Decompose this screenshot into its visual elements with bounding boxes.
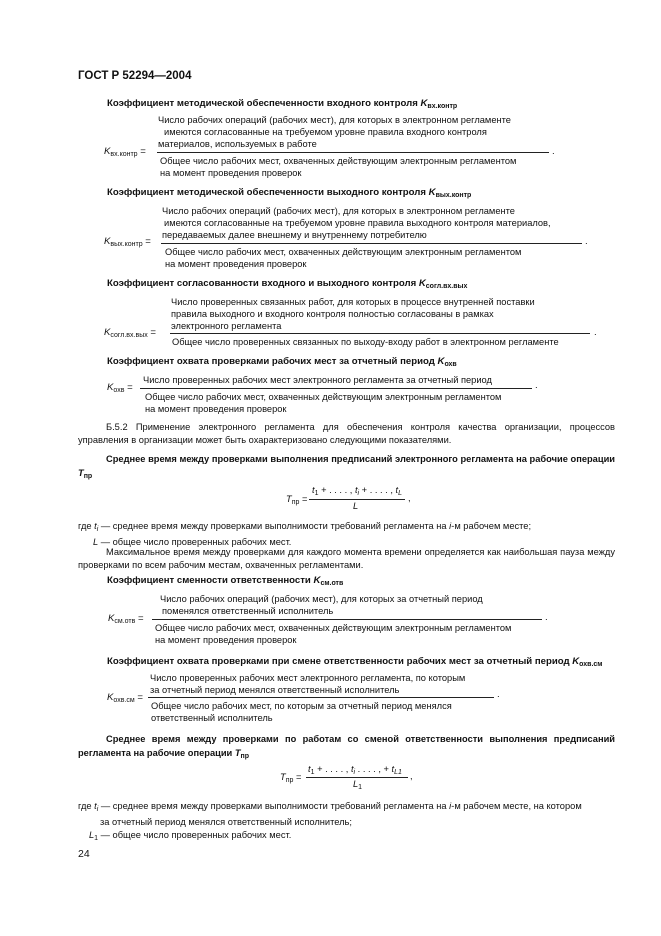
formula-tpr-1-denominator bbox=[353, 501, 358, 511]
k-ohv-denominator bbox=[145, 391, 501, 415]
comma: , bbox=[410, 771, 413, 781]
where-text: — общее число проверенных рабочих мест. bbox=[98, 537, 292, 547]
den-line: Общее число проверенных связанных по выходу-входу работ в электронном регламенте bbox=[172, 337, 559, 347]
formula-tpr-2-lhs: $T_{пр}$ = bbox=[280, 772, 302, 784]
symbol: T bbox=[78, 468, 84, 478]
formula-tpr-2-denominator bbox=[353, 779, 362, 791]
k-vh-numerator bbox=[158, 114, 511, 150]
symbol-sub: см.отв bbox=[320, 580, 344, 587]
symbol: K bbox=[104, 327, 111, 338]
symbol: L bbox=[89, 830, 95, 840]
symbol: T bbox=[234, 748, 241, 758]
title-k-ohv-sm bbox=[107, 656, 602, 668]
fraction-bar bbox=[170, 333, 590, 334]
period: . bbox=[545, 612, 548, 623]
period: . bbox=[535, 380, 538, 391]
symbol: K bbox=[437, 356, 445, 367]
k-vyh-denominator bbox=[165, 246, 521, 270]
num-line: электронного регламента bbox=[171, 321, 282, 331]
symbol: T bbox=[286, 494, 292, 504]
num-line: Число рабочих операций (рабочих мест), для которых в электронном регламенте bbox=[162, 206, 515, 216]
symbol-sub: пр bbox=[285, 777, 294, 784]
title-k-ohv bbox=[107, 356, 457, 368]
symbol: L bbox=[353, 501, 359, 511]
where-line-t bbox=[78, 800, 623, 816]
k-sogl-lhs: $K_{согл.вх.вых}$ = bbox=[104, 327, 157, 339]
where-line-L1 bbox=[78, 829, 623, 845]
k-ohv-lhs: $K_{охв}$ = bbox=[107, 382, 133, 394]
document-header: ГОСТ Р 52294—2004 bbox=[78, 70, 192, 82]
symbol-sub: согл.вх.вых bbox=[425, 283, 468, 290]
symbol-sub: вых.контр bbox=[110, 241, 143, 248]
formula-tpr-1-lhs: $T_{пр}$ = bbox=[286, 494, 308, 506]
symbol-sub: пр bbox=[83, 473, 93, 480]
den-line: ответственный исполнитель bbox=[151, 713, 273, 723]
where-text: — среднее время между проверками выполнимости требований регламента на bbox=[98, 521, 450, 531]
symbol-sub: вх.контр bbox=[110, 151, 138, 158]
symbol: T bbox=[280, 772, 286, 782]
where-text: -м рабочем месте; bbox=[451, 521, 532, 531]
num-line: имеются согласованные на требуемом уровне правила входного контроля bbox=[164, 127, 487, 137]
title-text: Коэффициент методической обеспеченности входного контроля bbox=[107, 98, 421, 109]
num-line: Число проверенных связанных работ, для которых в процессе внутренней поставки bbox=[171, 297, 535, 307]
title-text: Среднее время между проверками по работам со сменой ответственности выполнения предписаний регламента на рабочие операции bbox=[78, 734, 615, 758]
title-avg-time-2 bbox=[78, 732, 615, 764]
period: . bbox=[585, 236, 588, 247]
symbol-sub: 1 bbox=[94, 835, 99, 842]
symbol-sub: i bbox=[96, 806, 99, 813]
paragraph-max-time: Максимальное время между проверками для каждого момента времени определяется как наибольшая пауза между проверками по всем рабочим местам, охваченных регламентами. bbox=[78, 547, 615, 570]
num-line: поменялся ответственный исполнитель bbox=[162, 606, 334, 616]
symbol: K bbox=[104, 146, 111, 157]
k-sogl-denominator bbox=[172, 336, 559, 348]
title-text: Коэффициент согласованности входного и выходного контроля bbox=[107, 278, 419, 289]
symbol-sub: пр bbox=[291, 499, 300, 506]
symbol-sub: пр bbox=[240, 753, 250, 760]
k-ohv-sm-lhs: $K_{охв.см}$ = bbox=[107, 692, 143, 704]
comma: , bbox=[408, 493, 411, 503]
num-line: материалов, используемых в работе bbox=[158, 139, 317, 149]
symbol: K bbox=[104, 236, 111, 247]
where-block-2 bbox=[78, 800, 623, 845]
fraction-bar bbox=[309, 499, 405, 500]
symbol-sub: охв.см bbox=[113, 697, 135, 704]
k-sm-denominator bbox=[155, 622, 511, 646]
fraction-bar bbox=[157, 152, 549, 153]
num-line: за отчетный период менялся ответственный исполнитель bbox=[150, 685, 400, 695]
k-sm-lhs: $K_{см.отв}$ = bbox=[108, 613, 144, 625]
period: . bbox=[594, 327, 597, 338]
title-k-vyh bbox=[107, 187, 471, 199]
num-line: Число проверенных рабочих мест электронного регламента за отчетный период bbox=[143, 375, 492, 385]
den-line: на момент проведения проверок bbox=[160, 168, 302, 178]
num-line: Число рабочих операций (рабочих мест), для которых в электронном регламенте bbox=[158, 115, 511, 125]
fraction-bar bbox=[140, 388, 532, 389]
symbol: K bbox=[107, 692, 114, 703]
title-text: Коэффициент сменности ответственности bbox=[107, 575, 314, 586]
symbol-sub: согл.вх.вых bbox=[110, 332, 148, 339]
num-line: имеются согласованные на требуемом уровне правила выходного контроля материалов, bbox=[164, 218, 551, 228]
symbol-sub: вх.контр bbox=[427, 103, 458, 110]
title-text: Коэффициент охвата проверками при смене ответственности рабочих мест за отчетный период bbox=[107, 656, 573, 667]
fraction-bar bbox=[148, 697, 494, 698]
k-ohv-sm-denominator bbox=[151, 700, 452, 724]
symbol: K bbox=[313, 575, 321, 586]
symbol: i bbox=[449, 521, 452, 531]
symbol: t bbox=[94, 521, 97, 531]
symbol: t bbox=[94, 801, 97, 811]
den-line: на момент проведения проверок bbox=[145, 404, 287, 414]
symbol: K bbox=[107, 382, 114, 393]
k-vh-denominator bbox=[160, 155, 516, 179]
title-text: Коэффициент охвата проверками рабочих мест за отчетный период bbox=[107, 356, 438, 367]
k-ohv-numerator bbox=[143, 374, 492, 386]
den-line: на момент проведения проверок bbox=[155, 635, 297, 645]
formula-tpr-1-numerator: $t_1$ + . . . . , $t_i$ + . . . . , $t_L$ bbox=[312, 485, 403, 497]
paragraph-text: Б.5.2 Применение электронного регламента для обеспечения контроля качества организации, процессов управления в организации может быть охарактеризовано следующими показателями. bbox=[78, 422, 615, 445]
symbol: L bbox=[93, 537, 99, 547]
symbol-sub: охв bbox=[113, 387, 125, 394]
where-text: -м рабочем месте, на котором bbox=[451, 801, 582, 811]
symbol: K bbox=[420, 98, 428, 109]
where-text: — общее число проверенных рабочих мест. bbox=[98, 830, 292, 840]
title-avg-time-1 bbox=[78, 452, 615, 484]
num-line: правила выходного и входного контроля полностью согласованы в рамках bbox=[171, 309, 494, 319]
symbol: K bbox=[428, 187, 436, 198]
k-vyh-numerator bbox=[162, 205, 551, 241]
symbol-sub: вых.контр bbox=[435, 192, 472, 199]
fraction-bar bbox=[152, 619, 542, 620]
symbol: i bbox=[449, 801, 452, 811]
where-word: где bbox=[78, 521, 95, 531]
formula-tpr-2-numerator: $t_1$ + . . . . , $t_i$ . . . . , + $t_{L1}$ bbox=[308, 764, 402, 776]
title-text: Коэффициент методической обеспеченности выходного контроля bbox=[107, 187, 429, 198]
den-line: Общее число рабочих мест, охваченных действующим электронным регламентом bbox=[160, 156, 517, 166]
symbol-sub: 1 bbox=[358, 784, 363, 791]
den-line: на момент проведения проверок bbox=[165, 259, 307, 269]
title-k-sogl bbox=[107, 278, 467, 290]
den-line: Общее число рабочих мест, по которым за отчетный период менялся bbox=[151, 701, 452, 711]
k-vyh-lhs: $K_{вых.контр}$ = bbox=[104, 236, 151, 248]
num-line: Число рабочих операций (рабочих мест), для которых за отчетный период bbox=[160, 594, 483, 604]
symbol: K bbox=[108, 613, 115, 624]
k-vh-lhs: $K_{вх.контр}$ = bbox=[104, 146, 146, 158]
den-line: Общее число рабочих мест, охваченных действующим электронным регламентом bbox=[165, 247, 522, 257]
title-k-sm bbox=[107, 575, 343, 587]
symbol-sub: i bbox=[96, 526, 99, 533]
symbol: L bbox=[353, 779, 359, 789]
k-ohv-sm-numerator bbox=[150, 672, 465, 696]
den-line: Общее число рабочих мест, охваченных действующим электронным регламентом bbox=[145, 392, 502, 402]
symbol-sub: охв.см bbox=[579, 661, 603, 668]
title-k-vh bbox=[107, 98, 457, 110]
page-number: 24 bbox=[78, 848, 90, 860]
where-block-1 bbox=[78, 520, 618, 549]
num-line: передаваемых далее внешнему и внутреннему потребителю bbox=[162, 230, 427, 240]
fraction-bar bbox=[161, 243, 582, 244]
symbol-sub: см.отв bbox=[114, 618, 136, 625]
symbol: K bbox=[418, 278, 426, 289]
where-line-t bbox=[78, 520, 618, 536]
k-sm-numerator bbox=[160, 593, 483, 617]
symbol-sub: охв bbox=[444, 361, 457, 368]
where-word: где bbox=[78, 801, 95, 811]
fraction-bar bbox=[306, 777, 408, 778]
period: . bbox=[497, 689, 500, 700]
paragraph-b52 bbox=[78, 421, 615, 447]
den-line: Общее число рабочих мест, охваченных действующим электронным регламентом bbox=[155, 623, 512, 633]
where-line-cont: за отчетный период менялся ответственный исполнитель; bbox=[100, 817, 352, 827]
period: . bbox=[552, 146, 555, 157]
num-line: Число проверенных рабочих мест электронного регламента, по которым bbox=[150, 673, 466, 683]
title-text: Среднее время между проверками выполнения предписаний электронного регламента на рабочие операции bbox=[106, 454, 615, 464]
where-text: — среднее время между проверками выполнимости требований регламента на bbox=[98, 801, 450, 811]
symbol: K bbox=[572, 656, 580, 667]
k-sogl-numerator bbox=[171, 296, 535, 332]
